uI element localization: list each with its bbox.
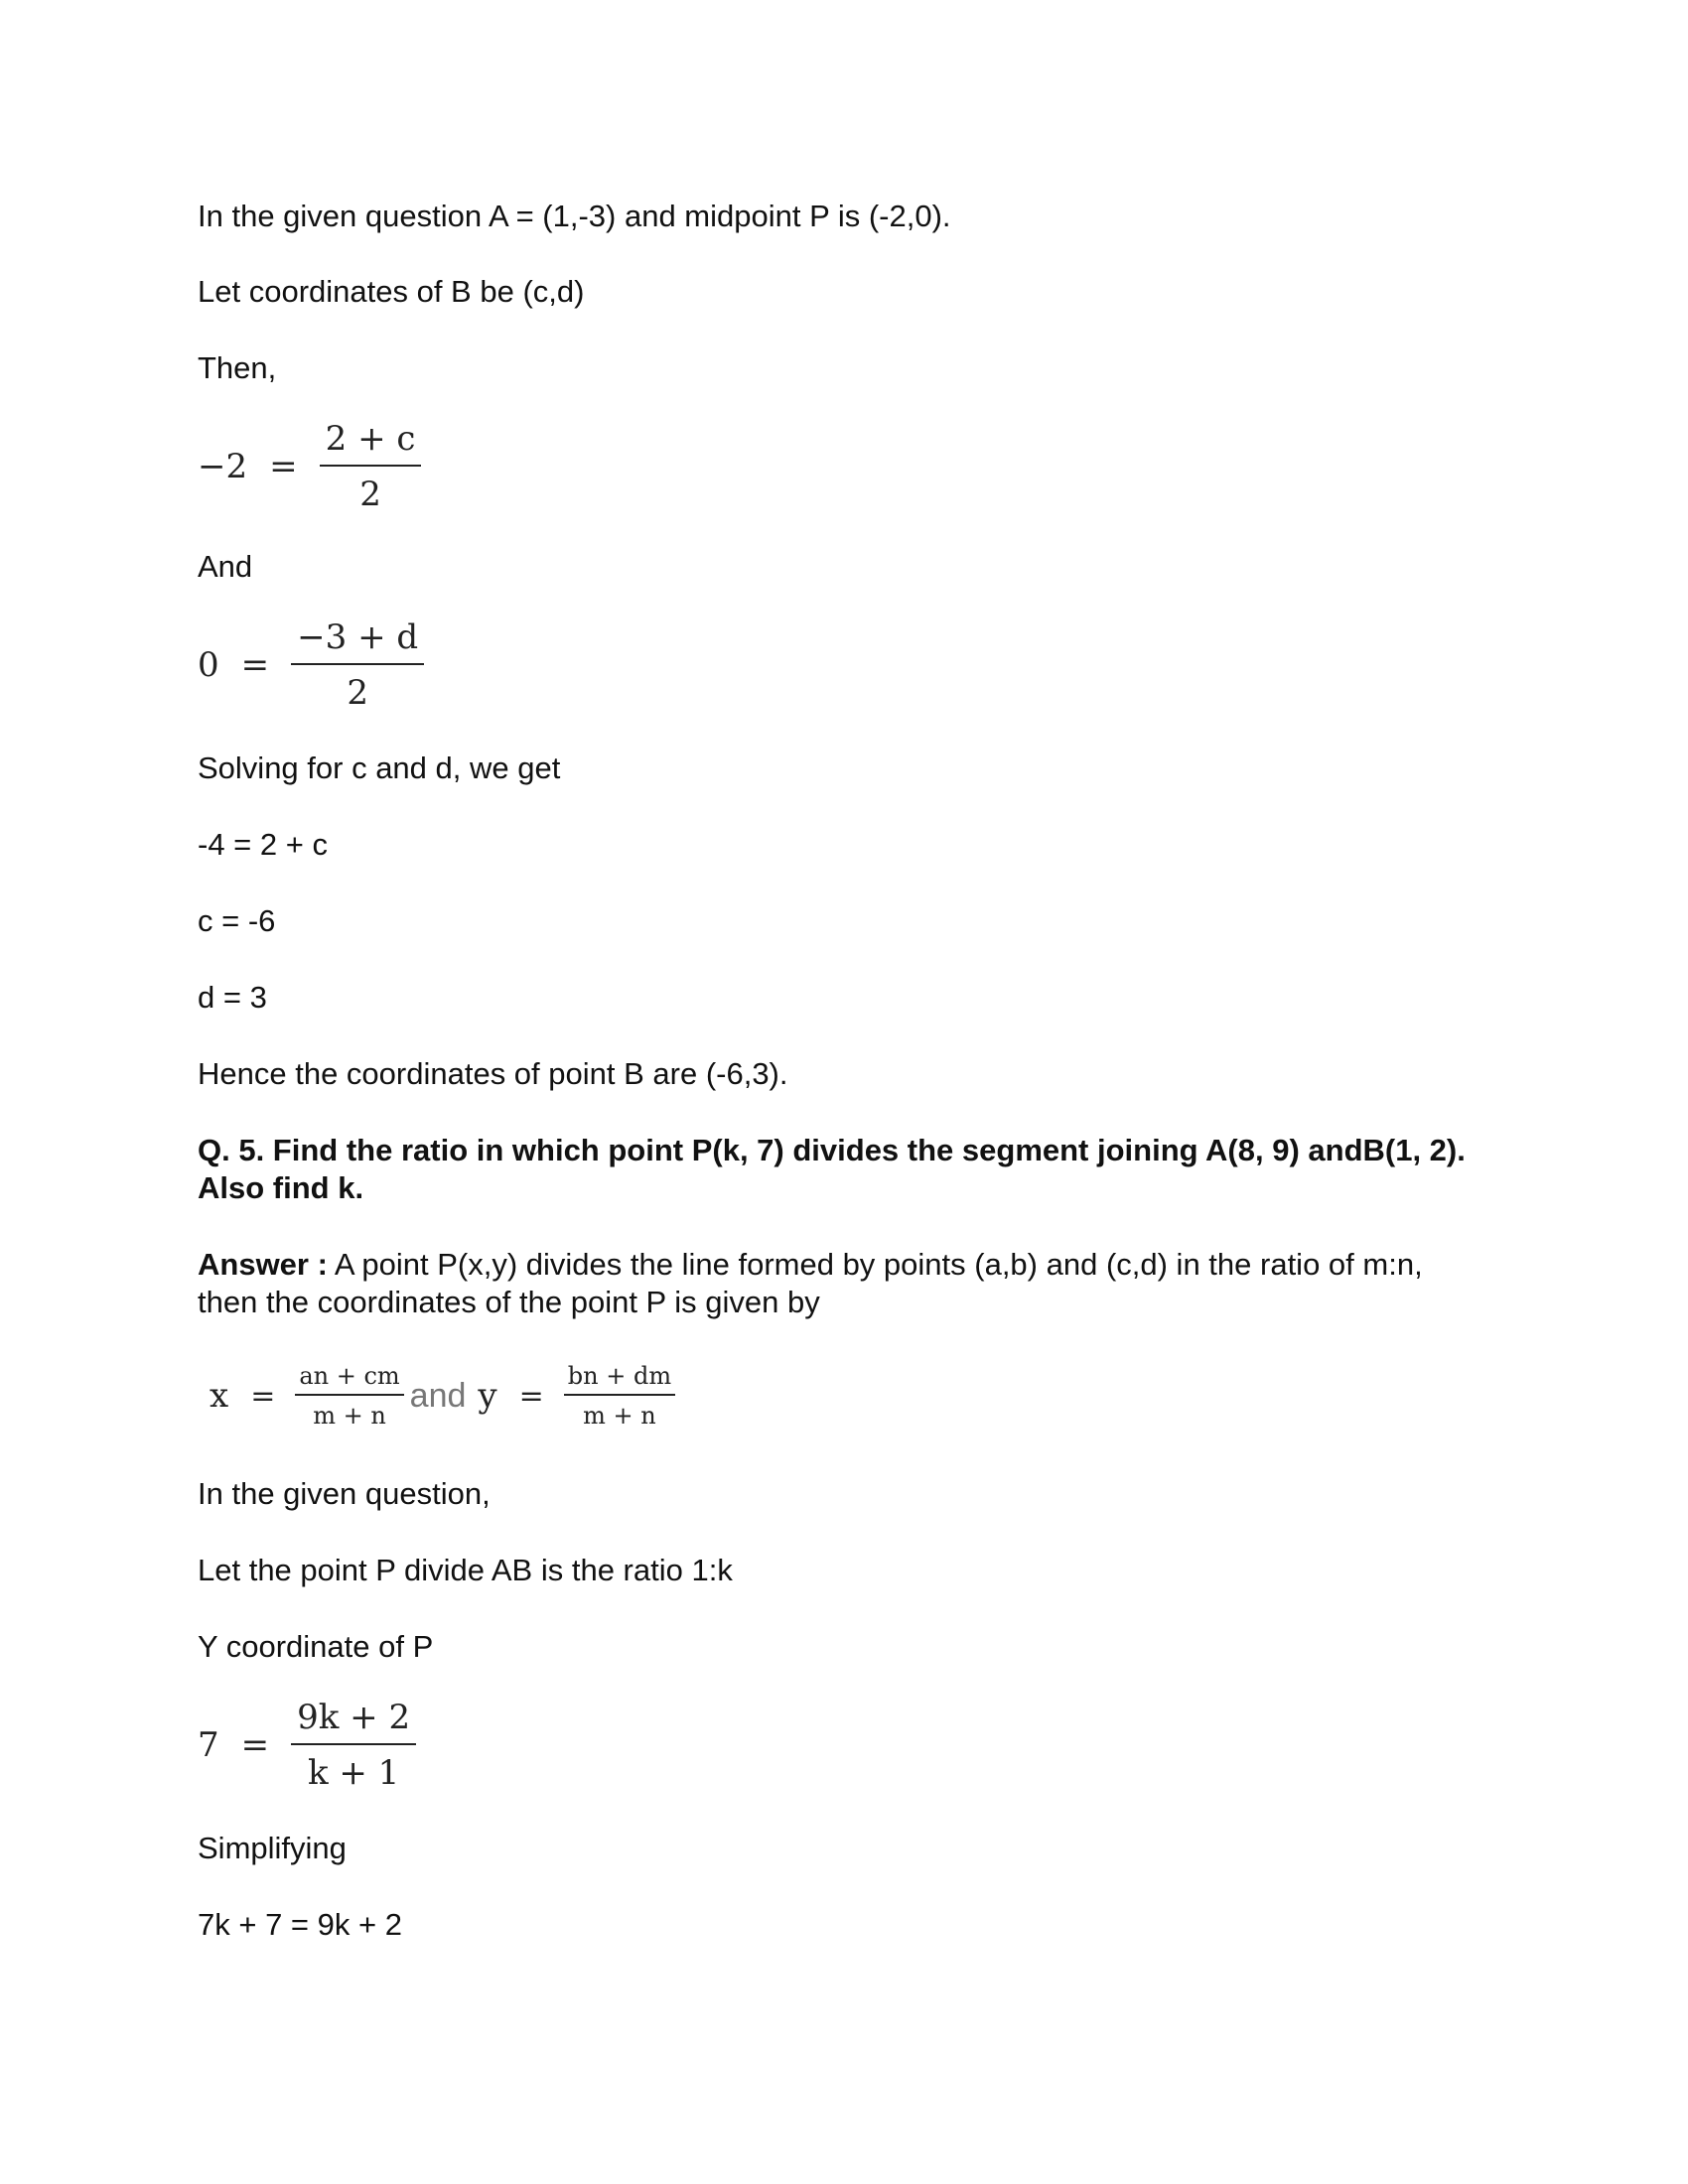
fraction-denominator: k + 1 [307, 1753, 400, 1793]
text-line: Then, [198, 350, 277, 385]
text-line: In the given question, [198, 1476, 491, 1511]
fraction-denominator: 2 [359, 475, 381, 514]
text-line: Solving for c and d, we get [198, 751, 561, 785]
text-line: Y coordinate of P [198, 1629, 434, 1664]
text-line: -4 = 2 + c [198, 827, 328, 862]
fraction [320, 419, 422, 514]
section-formula [204, 1362, 675, 1430]
text-line: 7k + 7 = 9k + 2 [198, 1907, 402, 1942]
equals-sign: = [269, 447, 298, 486]
text-line: Let the point P divide AB is the ratio 1:k [198, 1553, 733, 1587]
fraction [291, 1698, 416, 1793]
equals-sign: = [518, 1378, 544, 1414]
fraction-denominator: 2 [347, 673, 368, 713]
answer-paragraph [198, 1246, 1478, 1321]
equation-y-coordinate [198, 1698, 416, 1793]
variable-x: x [210, 1376, 229, 1416]
text-line: c = -6 [198, 903, 276, 938]
fraction-numerator: an + cm [299, 1362, 400, 1390]
answer-label: Answer : [198, 1247, 328, 1282]
equals-sign: = [240, 1725, 270, 1765]
fraction-numerator: bn + dm [567, 1362, 672, 1390]
fraction-denominator: m + n [583, 1402, 656, 1430]
answer-text: A point P(x,y) divides the line formed by points (a,b) and (c,d) in the ratio of m:n, then the coordinates of the point P is given by [198, 1247, 1423, 1319]
equation-lhs: −2 [198, 447, 248, 486]
equation-lhs: 0 [198, 645, 219, 685]
question-heading: Q. 5. Find the ratio in which point P(k, 7) divides the segment joining A(8, 9) andB(1, 2). Also find k. [198, 1133, 1466, 1205]
text-line: Simplifying [198, 1831, 347, 1865]
fraction-denominator: m + n [313, 1402, 386, 1430]
fraction-y [564, 1362, 675, 1430]
fraction-x [295, 1362, 403, 1430]
text-line: Hence the coordinates of point B are (-6,3). [198, 1056, 788, 1091]
fraction-numerator: 9k + 2 [297, 1698, 411, 1737]
fraction [291, 617, 424, 713]
joiner-word: and [409, 1376, 467, 1415]
fraction-numerator: −3 + d [297, 617, 419, 657]
equation-midpoint-x [198, 419, 421, 514]
variable-y: y [478, 1376, 497, 1416]
text-line: Let coordinates of B be (c,d) [198, 274, 585, 309]
text-line: And [198, 549, 253, 584]
equation-lhs: 7 [198, 1725, 219, 1765]
text-line: In the given question A = (1,-3) and midpoint P is (-2,0). [198, 199, 951, 233]
equals-sign: = [240, 645, 270, 685]
fraction-numerator: 2 + c [325, 419, 416, 459]
equation-midpoint-y [198, 617, 424, 713]
equals-sign: = [250, 1378, 276, 1414]
text-line: d = 3 [198, 980, 267, 1015]
